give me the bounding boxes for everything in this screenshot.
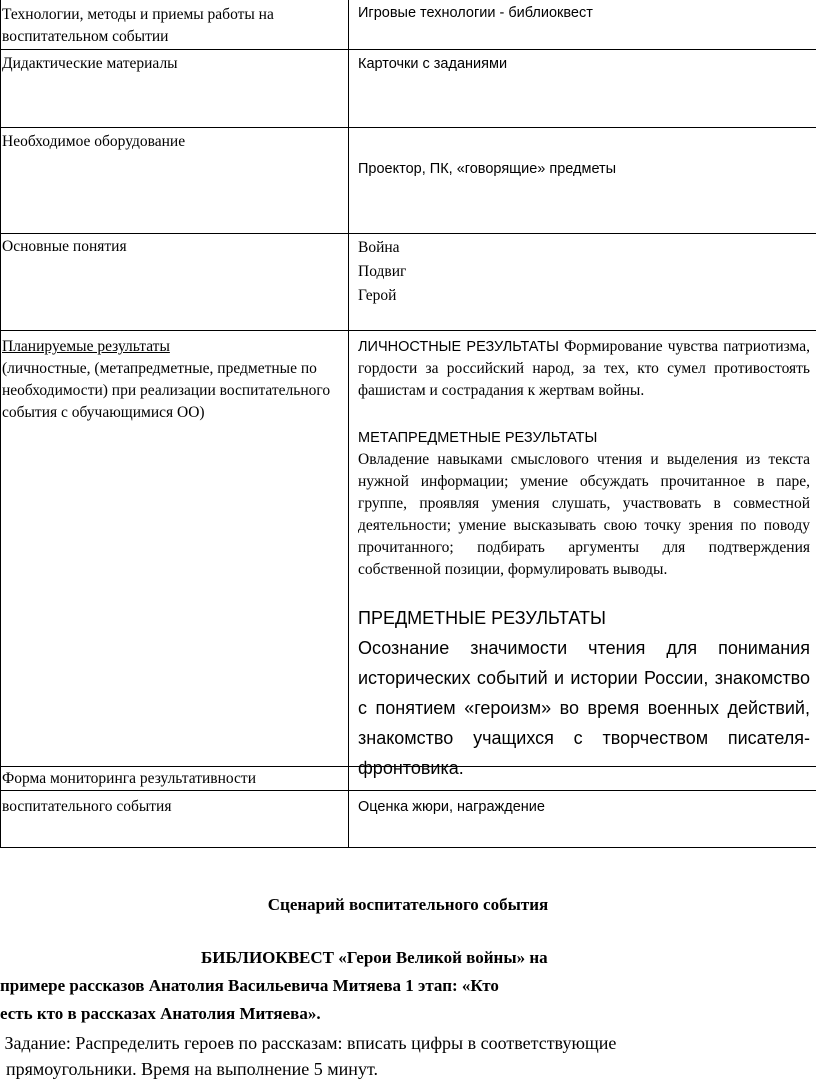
monitoring-value: Оценка жюри, награждение xyxy=(358,799,545,815)
table-bottom-border xyxy=(0,847,816,848)
technologies-label: Технологии, методы и приемы работы на воспитательном событии xyxy=(2,6,274,45)
meta-results-text: Овладение навыками смыслового чтения и выделения из текста нужной информации; умение обсуждать прочитанное в паре, группе, проявляя умения слушать, участвовать в совместной деятельности; умение высказывать свою точку зрения по поводу прочитанного; подбирать аргументы для подтверждения собственной позиции, формулировать выводы. xyxy=(358,451,810,578)
equipment-label: Необходимое оборудование xyxy=(2,133,186,150)
concept-item: Герой xyxy=(358,287,397,304)
personal-results-heading: ЛИЧНОСТНЫЕ РЕЗУЛЬТАТЫ xyxy=(358,339,559,355)
task-line2: прямоугольники. Время на выполнение 5 минут. xyxy=(6,1059,378,1079)
concept-item: Война xyxy=(358,239,400,256)
concept-item: Подвиг xyxy=(358,263,407,280)
quest-title-line1: БИБЛИОКВЕСТ «Герои Великой войны» на xyxy=(201,948,548,967)
materials-value: Карточки с заданиями xyxy=(358,56,508,72)
row-divider xyxy=(0,790,816,791)
task-line1: Задание: Распределить героев по рассказам: вписать цифры в соответствующие xyxy=(0,1033,617,1053)
scenario-title: Сценарий воспитательного события xyxy=(267,895,549,914)
results-description: (личностные, (метапредметные, предметные по необходимости) при реализации воспитательного события с обучающимися ОО) xyxy=(2,360,331,421)
row-divider xyxy=(0,330,816,331)
monitoring-label-top: Форма мониторинга результативности xyxy=(2,770,256,787)
quest-title-line2: примере рассказов Анатолия Васильевича Митяева 1 этап: «Кто xyxy=(0,976,499,995)
quest-title-line3: есть кто в рассказах Анатолия Митяева». xyxy=(0,1004,321,1023)
technologies-value: Игровые технологии - библиоквест xyxy=(358,5,593,21)
row-divider xyxy=(0,233,816,234)
row-divider xyxy=(0,127,816,128)
row-divider xyxy=(0,49,816,50)
subject-results-heading: ПРЕДМЕТНЫЕ РЕЗУЛЬТАТЫ xyxy=(358,608,606,628)
meta-results-heading: МЕТАПРЕДМЕТНЫЕ РЕЗУЛЬТАТЫ xyxy=(358,430,598,446)
monitoring-label-bottom: воспитательного события xyxy=(2,798,172,815)
materials-label: Дидактические материалы xyxy=(2,55,178,72)
results-title: Планируемые результаты xyxy=(2,338,170,355)
results-label xyxy=(2,336,332,424)
subject-results-text: Осознание значимости чтения для понимания исторических событий и истории России, знакомство с понятием «героизм» во время военных действий, знакомство учащихся с творчеством писателя-фронтовика. xyxy=(358,638,810,778)
personal-results xyxy=(358,336,810,402)
concepts-label: Основные понятия xyxy=(2,238,127,255)
equipment-value: Проектор, ПК, «говорящие» предметы xyxy=(358,161,617,177)
personal-results-text: Формирование чувства патриотизма, гордости за российский народ, за тех, кто сумел противостоять фашистам и сострадания к жертвам войны. xyxy=(358,338,810,399)
